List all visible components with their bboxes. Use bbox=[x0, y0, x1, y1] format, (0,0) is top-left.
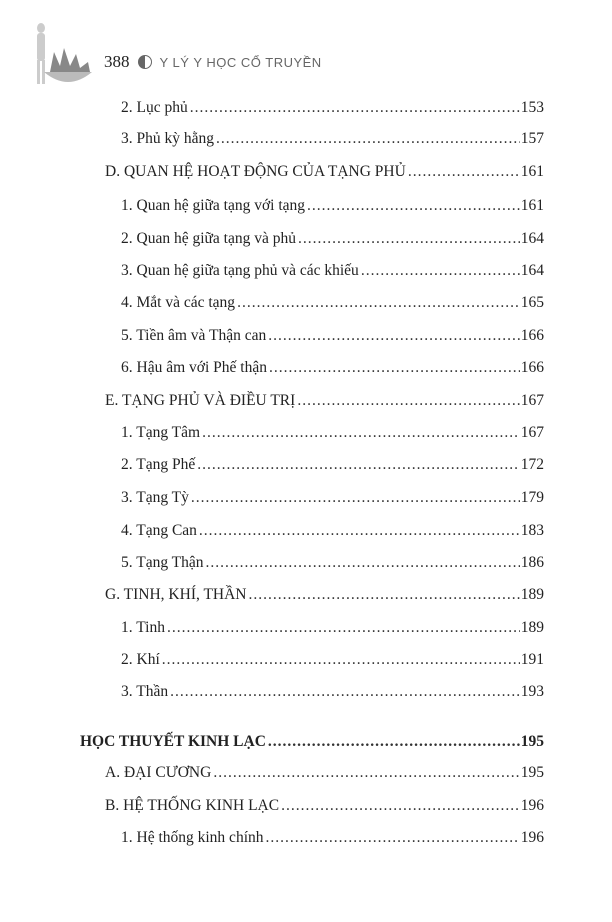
toc-entry-page: 183 bbox=[520, 522, 544, 539]
toc-entry bbox=[121, 327, 544, 345]
toc-entry-title: 1. Tinh bbox=[121, 619, 165, 636]
toc-entry bbox=[121, 230, 544, 248]
toc-entry-title: G. TINH, KHÍ, THẦN bbox=[105, 586, 247, 603]
dot-leader bbox=[281, 797, 520, 815]
toc-entry-page: 161 bbox=[520, 197, 544, 214]
toc-entry-page: 164 bbox=[520, 262, 544, 279]
dot-leader bbox=[307, 197, 520, 215]
header-illustration-icon bbox=[30, 22, 95, 88]
toc-entry-title: E. TẠNG PHỦ VÀ ĐIỀU TRỊ bbox=[105, 392, 296, 409]
toc-entry bbox=[105, 163, 544, 181]
toc-entry-title: 2. Khí bbox=[121, 651, 160, 668]
yin-yang-icon bbox=[138, 55, 152, 69]
dot-leader bbox=[162, 651, 520, 669]
dot-leader bbox=[249, 586, 520, 604]
dot-leader bbox=[213, 764, 519, 782]
toc-entry bbox=[105, 797, 544, 815]
dot-leader bbox=[266, 829, 520, 847]
dot-leader bbox=[269, 359, 520, 377]
toc-entry-page: 193 bbox=[520, 683, 544, 700]
dot-leader bbox=[170, 683, 520, 701]
toc-entry-title: D. QUAN HỆ HOẠT ĐỘNG CỦA TẠNG PHỦ bbox=[105, 163, 406, 180]
toc-entry-title: 2. Quan hệ giữa tạng và phủ bbox=[121, 230, 296, 247]
toc-entry-page: 191 bbox=[520, 651, 544, 668]
toc-entry-page: 153 bbox=[520, 99, 544, 116]
dot-leader bbox=[268, 327, 520, 345]
toc-entry-page: 157 bbox=[520, 130, 544, 147]
toc-entry-title: 3. Tạng Tỳ bbox=[121, 489, 189, 506]
toc-entry-title: 5. Tạng Thận bbox=[121, 554, 204, 571]
toc-entry-title: 1. Tạng Tâm bbox=[121, 424, 201, 441]
toc-entry-title: 1. Quan hệ giữa tạng với tạng bbox=[121, 197, 306, 214]
running-header bbox=[104, 52, 322, 72]
toc-entry bbox=[105, 586, 544, 604]
dot-leader bbox=[361, 262, 520, 280]
toc-entry bbox=[121, 99, 544, 117]
dot-leader bbox=[216, 130, 520, 148]
toc-entry-title: HỌC THUYẾT KINH LẠC bbox=[80, 733, 266, 750]
toc-entry-page: 186 bbox=[520, 554, 544, 571]
toc-entry bbox=[121, 197, 544, 215]
toc-entry-page: 196 bbox=[520, 829, 544, 846]
toc-entry bbox=[121, 359, 544, 377]
toc-entry-title: 2. Tạng Phế bbox=[121, 456, 196, 473]
toc-entry-title: 3. Quan hệ giữa tạng phủ và các khiếu bbox=[121, 262, 359, 279]
toc-entry bbox=[121, 829, 544, 847]
toc-entry bbox=[121, 683, 544, 701]
toc-entry bbox=[121, 294, 544, 312]
toc-entry-page: 196 bbox=[520, 797, 544, 814]
toc-entry-title: B. HỆ THỐNG KINH LẠC bbox=[105, 797, 280, 814]
toc-entry-title: 3. Phủ kỳ hằng bbox=[121, 130, 214, 147]
toc-entry-title: 4. Tạng Can bbox=[121, 522, 197, 539]
toc-entry bbox=[121, 424, 544, 442]
dot-leader bbox=[197, 456, 520, 474]
dot-leader bbox=[199, 522, 520, 540]
toc-entry-page: 167 bbox=[520, 424, 544, 441]
dot-leader bbox=[268, 733, 520, 751]
toc-entry-page: 189 bbox=[520, 586, 544, 603]
dot-leader bbox=[237, 294, 520, 312]
toc-entry-title: 3. Thần bbox=[121, 683, 169, 700]
dot-leader bbox=[191, 489, 520, 507]
dot-leader bbox=[167, 619, 520, 637]
toc-entry-title: 5. Tiền âm và Thận can bbox=[121, 327, 267, 344]
toc-entry-page: 161 bbox=[520, 163, 544, 180]
toc-entry bbox=[121, 130, 544, 148]
toc-entry-page: 189 bbox=[520, 619, 544, 636]
toc-entry-page: 172 bbox=[520, 456, 544, 473]
page-number: 388 bbox=[104, 52, 130, 71]
toc-entry bbox=[105, 392, 544, 410]
book-title: Y LÝ Y HỌC CỔ TRUYỀN bbox=[159, 54, 322, 70]
toc-entry-page: 167 bbox=[520, 392, 544, 409]
toc-entry-title: 6. Hậu âm với Phế thận bbox=[121, 359, 267, 376]
toc-entry bbox=[121, 522, 544, 540]
toc-entry bbox=[121, 262, 544, 280]
toc-entry bbox=[105, 764, 544, 782]
toc-entry-page: 165 bbox=[520, 294, 544, 311]
toc-entry-title: 4. Mắt và các tạng bbox=[121, 294, 236, 311]
toc-entry-title: 1. Hệ thống kinh chính bbox=[121, 829, 264, 846]
toc-entry-title: A. ĐẠI CƯƠNG bbox=[105, 764, 212, 781]
toc-entry-page: 166 bbox=[520, 359, 544, 376]
toc-entry bbox=[121, 554, 544, 572]
dot-leader bbox=[297, 392, 519, 410]
toc-entry-page: 179 bbox=[520, 489, 544, 506]
dot-leader bbox=[190, 99, 520, 117]
dot-leader bbox=[408, 163, 520, 181]
toc-entry-page: 166 bbox=[520, 327, 544, 344]
dot-leader bbox=[206, 554, 520, 572]
toc-entry-page: 195 bbox=[520, 764, 544, 781]
toc-entry bbox=[121, 619, 544, 637]
toc-entry bbox=[80, 733, 544, 751]
toc-entry-page: 195 bbox=[520, 733, 544, 750]
toc-entry bbox=[121, 651, 544, 669]
dot-leader bbox=[298, 230, 520, 248]
toc-entry bbox=[121, 456, 544, 474]
dot-leader bbox=[202, 424, 520, 442]
toc-entry-page: 164 bbox=[520, 230, 544, 247]
toc-entry bbox=[121, 489, 544, 507]
toc-entry-title: 2. Lục phủ bbox=[121, 99, 188, 116]
